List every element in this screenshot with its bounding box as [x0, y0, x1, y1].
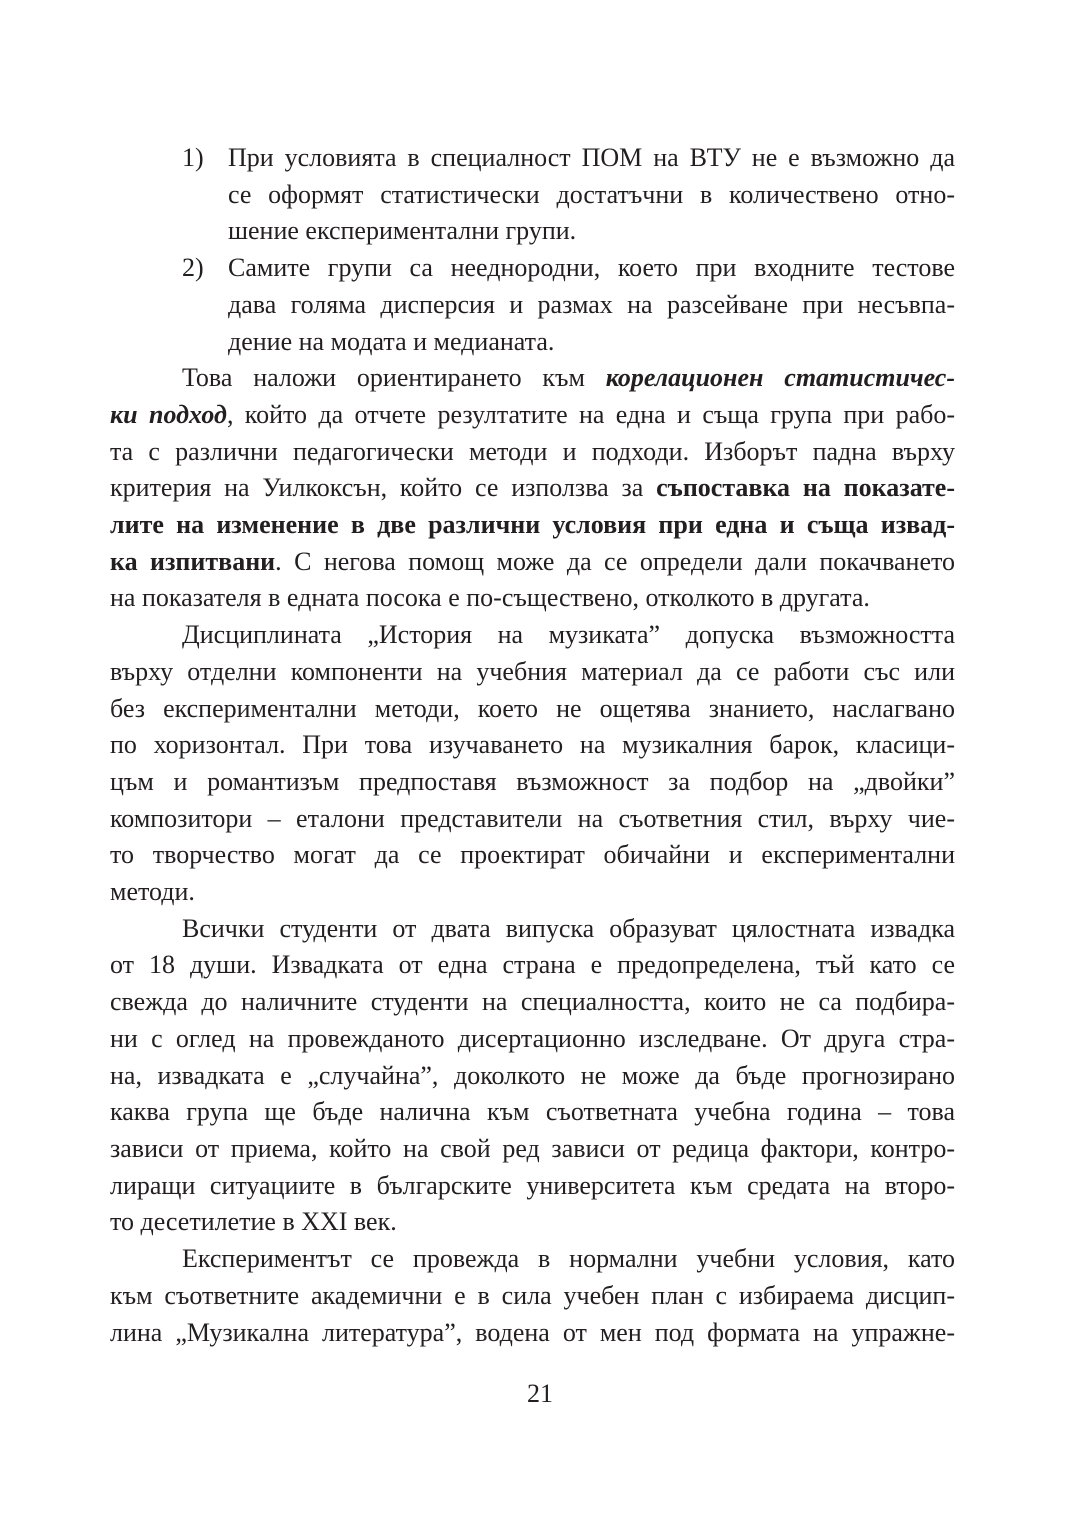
body-text: [110, 140, 955, 1351]
text-line: дение на модата и медианата.: [228, 326, 555, 356]
text-line: Дисциплината „История на музиката” допуска възможността: [182, 620, 955, 650]
text-line: по хоризонтал. При това изучаването на музикалния барок, класици-: [110, 730, 955, 760]
emphasis-text: ки подход: [110, 399, 227, 429]
text-run: . С негова помощ може да се определи дали покачването: [275, 546, 956, 576]
text-line: от 18 души. Извадката от една страна е предопределена, тъй като се: [110, 950, 955, 980]
text-line: към съответните академични е в сила учебен план с избираема дисцип-: [110, 1280, 955, 1310]
text-line: шение експериментални групи.: [228, 216, 577, 246]
text-line: се оформят статистически достатъчни в количествено отно-: [228, 179, 955, 209]
text-run: критерия на Уилкоксън, който се използва за: [110, 473, 657, 503]
text-line: без експериментални методи, което не ощетява знанието, наслагвано: [110, 693, 955, 723]
text-line: Всички студенти от двата випуска образуват цялостната извадка: [182, 913, 955, 943]
bold-text-line: лите на изменение в две различни условия при една и съща извад-: [110, 510, 955, 540]
list-item: [110, 140, 955, 250]
text-line: композитори – еталони представители на съответния стил, върху чие-: [110, 803, 955, 833]
list-item: [110, 250, 955, 360]
list-number: 1): [182, 143, 204, 172]
paragraph-experiment: [110, 1241, 955, 1351]
paragraph-students: [110, 911, 955, 1241]
text-line: [110, 544, 955, 581]
text-line: дава голяма дисперсия и размах на разсейване при несъвпа-: [228, 289, 955, 319]
text-line: методи.: [110, 877, 195, 907]
page-number: 21: [527, 1379, 553, 1408]
text-line: каква група ще бъде налична към съответната учебна година – това: [110, 1097, 955, 1127]
text-line: ни с оглед на провежданото дисертационно изследване. От друга стра-: [110, 1023, 955, 1053]
text-line: на, извадката е „случайна”, доколкото не може да бъде прогнозирано: [110, 1060, 955, 1090]
emphasis-text: корелационен статистичес-: [605, 363, 955, 393]
text-line: та с различни педагогически методи и подходи. Изборът падна върху: [110, 436, 955, 466]
text-line: Самите групи са нееднородни, което при входните тестове: [228, 253, 955, 283]
text-line: на показателя в едната посока е по-съществено, отколкото в другата.: [110, 583, 870, 613]
text-line: свежда до наличните студенти на специалността, които не са подбира-: [110, 987, 955, 1017]
list-number: 2): [182, 253, 204, 283]
text-line: [110, 360, 955, 397]
text-run: , който да отчете резултатите на една и съща група при рабо-: [226, 399, 956, 429]
text-line: При условията в специалност ПОМ на ВТУ не е възможно да: [228, 143, 955, 172]
text-line: то творчество могат да се проектират обичайни и експериментални: [110, 840, 955, 870]
bold-text: съпоставка на показате-: [656, 473, 955, 503]
text-line: лиращи ситуациите в българските университета към средата на второ-: [110, 1170, 955, 1200]
text-line: [110, 397, 955, 434]
bold-text: ка изпитвани: [110, 546, 276, 576]
text-line: върху отделни компоненти на учебния материал да се работи със или: [110, 656, 955, 686]
text-line: цъм и романтизъм предпоставя възможност за подбор на „двойки”: [110, 766, 955, 796]
text-line: лина „Музикална литература”, водена от мен под формата на упражне-: [110, 1317, 955, 1347]
text-line: Експериментът се провежда в нормални учебни условия, като: [182, 1244, 955, 1274]
text-line: зависи от приема, който на свой ред зависи от редица фактори, контро-: [110, 1133, 955, 1163]
paragraph-discipline: [110, 617, 955, 911]
text-line: [110, 470, 955, 507]
text-line: то десетилетие в XXI век.: [110, 1207, 397, 1237]
text-run: Това наложи ориентирането към: [182, 363, 606, 393]
paragraph-correlation: [110, 360, 955, 617]
